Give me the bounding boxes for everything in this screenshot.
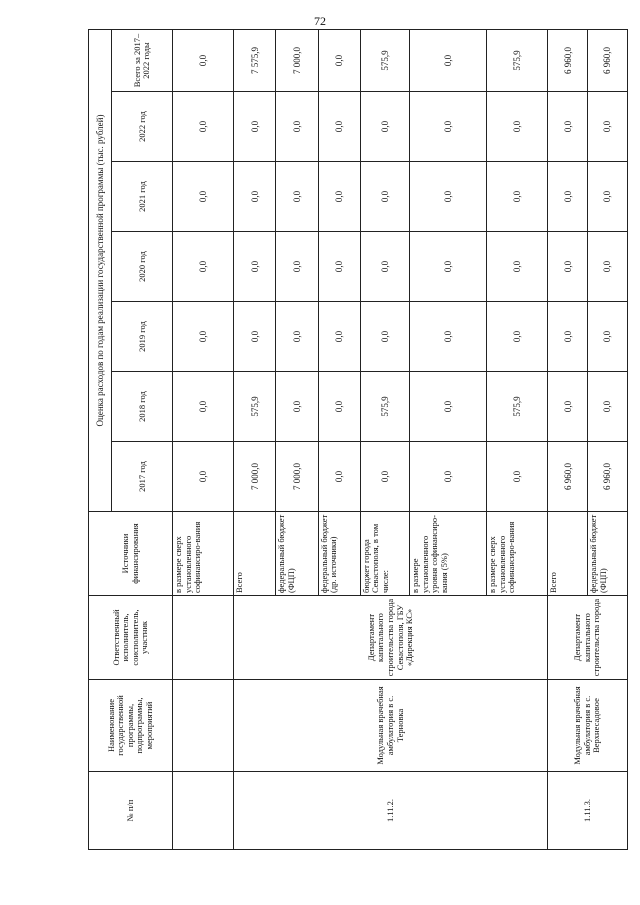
value-cell: 575,9 [487,372,548,442]
value-cell: 575,9 [360,30,409,92]
value-cell: 0,0 [173,162,234,232]
value-cell: 0,0 [318,302,360,372]
value-cell: 0,0 [276,162,318,232]
item-executor: Департамент капитального строительства города Севастополя, ГБУ «Дирекция КС» [234,596,548,680]
row-source: бюджет города Севастополя, в том числе: [360,512,409,596]
row-source: федеральный бюджет (ФЦП) [276,512,318,596]
value-cell: 0,0 [548,302,588,372]
header-estimate: Оценка расходов по годам реализации государственной программы (тыс. рублей) [89,30,112,512]
value-cell: 0,0 [360,232,409,302]
header-year: 2020 год [112,232,173,302]
row-source: в размере сверх установленного софинансиро-вания [173,512,234,596]
value-cell: 0,0 [409,92,486,162]
value-cell: 6 960,0 [548,30,588,92]
value-cell: 0,0 [234,162,276,232]
value-cell: 0,0 [173,92,234,162]
value-cell: 7 000,0 [276,30,318,92]
value-cell: 0,0 [588,92,628,162]
value-cell: 0,0 [173,302,234,372]
value-cell: 0,0 [409,442,486,512]
value-cell: 0,0 [588,302,628,372]
row-executor [173,596,234,680]
value-cell: 0,0 [487,92,548,162]
item-num: 1.11.2. [234,772,548,850]
row-num [173,772,234,850]
value-cell: 0,0 [318,442,360,512]
value-cell: 0,0 [276,302,318,372]
value-cell: 0,0 [588,232,628,302]
header-executor: Ответственный исполнитель, соисполнитель, участник [89,596,173,680]
header-num: № п/п [89,772,173,850]
value-cell: 0,0 [487,302,548,372]
value-cell: 0,0 [318,30,360,92]
value-cell: 0,0 [318,372,360,442]
value-cell: 0,0 [234,302,276,372]
value-cell: 0,0 [588,372,628,442]
value-cell: 7 575,9 [234,30,276,92]
header-name: Наименование государственной программы, подпрограммы, мероприятий [89,680,173,772]
value-cell: 0,0 [487,162,548,232]
value-cell: 0,0 [588,162,628,232]
item-name: Модульная врачебная амбулатория в с. Верхнесадовое [548,680,628,772]
value-cell: 0,0 [360,442,409,512]
value-cell: 0,0 [360,92,409,162]
value-cell: 0,0 [409,232,486,302]
item-num: 1.11.3. [548,772,628,850]
value-cell: 0,0 [173,372,234,442]
value-cell: 0,0 [234,232,276,302]
item-executor: Департамент капитального строительства города [548,596,628,680]
value-cell: 575,9 [360,372,409,442]
value-cell: 0,0 [318,92,360,162]
value-cell: 0,0 [548,232,588,302]
value-cell: 0,0 [487,232,548,302]
value-cell: 0,0 [276,372,318,442]
value-cell: 0,0 [409,302,486,372]
value-cell: 575,9 [234,372,276,442]
value-cell: 0,0 [173,30,234,92]
value-cell: 0,0 [409,30,486,92]
table-row [548,30,588,850]
header-source: Источники финансирования [89,512,173,596]
value-cell: 6 960,0 [548,442,588,512]
header-year: 2021 год [112,162,173,232]
budget-table [88,29,628,850]
value-cell: 0,0 [548,162,588,232]
value-cell: 0,0 [173,232,234,302]
value-cell: 0,0 [548,92,588,162]
row-source: Всего [234,512,276,596]
budget-table-rotated [88,30,628,850]
header-year: 2017 год [112,442,173,512]
table-row [234,30,276,850]
value-cell: 0,0 [360,162,409,232]
row-source: федеральный бюджет (др. источники) [318,512,360,596]
page-number: 72 [314,14,326,28]
row-name [173,680,234,772]
value-cell: 7 000,0 [234,442,276,512]
value-cell: 0,0 [360,302,409,372]
value-cell: 0,0 [409,162,486,232]
value-cell: 0,0 [234,92,276,162]
header-year: 2019 год [112,302,173,372]
value-cell: 575,9 [487,30,548,92]
value-cell: 7 000,0 [276,442,318,512]
value-cell: 0,0 [487,442,548,512]
value-cell: 0,0 [409,372,486,442]
budget-table-frame [88,30,628,850]
value-cell: 6 960,0 [588,442,628,512]
value-cell: 0,0 [318,162,360,232]
row-source: в размере установленного уровня софинансиро-вания (5%) [409,512,486,596]
row-source: Всего [548,512,588,596]
value-cell: 6 960,0 [588,30,628,92]
row-source: в размере сверх установленного софинансиро-вания [487,512,548,596]
row-source: федеральный бюджет (ФЦП) [588,512,628,596]
value-cell: 0,0 [276,92,318,162]
value-cell: 0,0 [548,372,588,442]
header-total: Всего за 2017–2022 годы [112,30,173,92]
table-row [173,30,234,850]
item-name: Модульная врачебная амбулатория в с. Терновка [234,680,548,772]
value-cell: 0,0 [276,232,318,302]
header-year: 2018 год [112,372,173,442]
value-cell: 0,0 [173,442,234,512]
header-year: 2022 год [112,92,173,162]
value-cell: 0,0 [318,232,360,302]
